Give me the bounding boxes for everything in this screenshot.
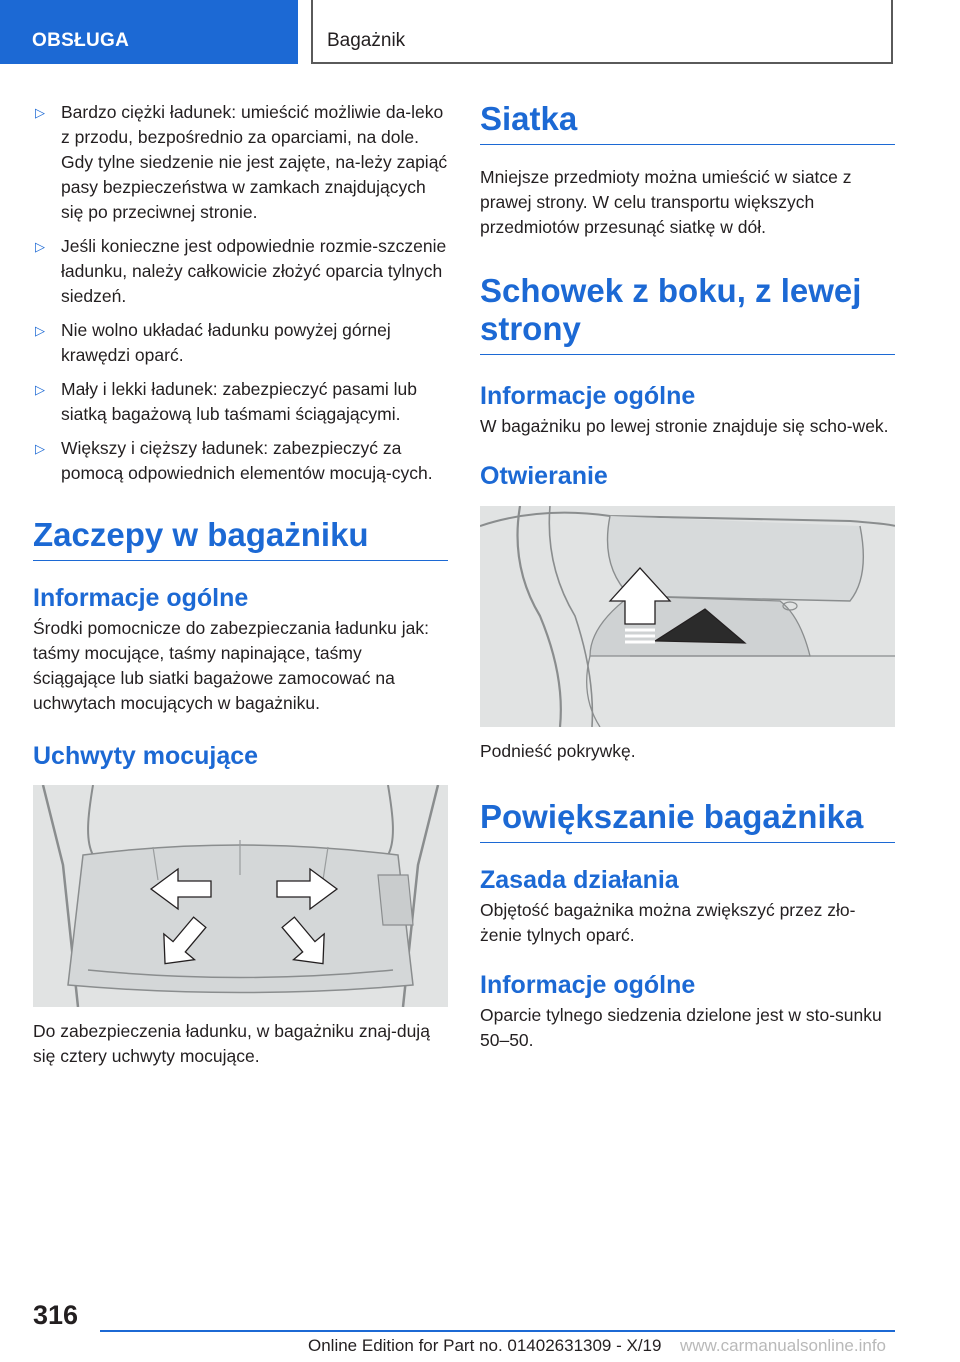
heading-principle: Zasada działania [480, 866, 679, 894]
paragraph-opening: Podnieść pokrywkę. [480, 741, 636, 761]
loading-bullet-list [33, 100, 448, 486]
heading-opening: Otwieranie [480, 462, 608, 490]
header-chapter-tab [311, 0, 893, 64]
list-item: ▷ Nie wolno układać ładunku powyżej górnej krawędzi oparć. [35, 320, 391, 365]
paragraph-net: Mniejsze przedmioty można umieścić w siatce z prawej strony. W celu transportu większych przedmiotów przesunąć siatkę w dół. [480, 167, 852, 237]
triangle-bullet-icon: ▷ [35, 323, 45, 338]
paragraph-general-info: Środki pomocnicze do zabezpieczania ładunku jak: taśmy mocujące, taśmy napinające, taśmy ściągające lub siatki bagażowe zamocować na uchwytach mocujących w bagażniku. [33, 618, 429, 713]
list-item: ▷ Jeśli konieczne jest odpowiednie rozmie-szczenie ładunku, należy całkowicie złożyć oparcia tylnych siedzeń. [35, 236, 447, 306]
page-number: 316 [33, 1300, 79, 1330]
list-item: ▷ Większy i cięższy ładunek: zabezpieczyć za pomocą odpowiednich elementów mocują-cych. [35, 438, 433, 483]
paragraph-principle: Objętość bagażnika można zwiększyć przez zło-żenie tylnych oparć. [480, 900, 856, 945]
trunk-mounts-illustration [33, 785, 448, 1007]
header-section-tab [0, 0, 298, 64]
right-column [480, 100, 895, 1053]
header-chapter-label: Bagażnik [327, 30, 406, 51]
paragraph-general-info-2: Oparcie tylnego siedzenia dzielone jest w sto-sunku 50–50. [480, 1005, 882, 1050]
heading-expand-trunk: Powiększanie bagażnika [480, 798, 895, 843]
trunk-mounts-drawing [33, 785, 448, 1007]
triangle-bullet-icon: ▷ [35, 105, 45, 120]
compartment-drawing [480, 506, 895, 727]
paragraph-mounts: Do zabezpieczenia ładunku, w bagażniku znaj-dują się cztery uchwyty mocujące. [33, 1021, 430, 1066]
left-column [33, 100, 448, 1069]
header-section-label: OBSŁUGA [32, 30, 130, 51]
footer-edition: Online Edition for Part no. 01402631309 - X/19 [308, 1336, 662, 1355]
heading-side-compartment: Schowek z boku, z lewej strony [480, 272, 895, 355]
list-item: ▷ Bardzo ciężki ładunek: umieścić możliwie da-leko z przodu, bezpośrednio za oparciami, na dole. Gdy tylne siedzenie nie jest zajęte, na-leży zapiąć pasy bezpieczeństwa w zamkach znajdujących się po przeciwnej stronie. [35, 102, 448, 222]
footer-watermark: www.carmanualsonline.info [680, 1336, 886, 1355]
heading-general-info-2: Informacje ogólne [480, 971, 696, 999]
triangle-bullet-icon: ▷ [35, 441, 45, 456]
heading-general-info: Informacje ogólne [33, 584, 249, 612]
list-item: ▷ Mały i lekki ładunek: zabezpieczyć pasami lub siatką bagażową lub taśmami ściągającymi. [35, 379, 417, 424]
triangle-bullet-icon: ▷ [35, 239, 45, 254]
footer-divider [100, 1330, 895, 1332]
heading-general-info: Informacje ogólne [480, 382, 696, 410]
paragraph-general-info: W bagażniku po lewej stronie znajduje się scho-wek. [480, 416, 889, 436]
heading-net: Siatka [480, 100, 895, 145]
heading-mounts: Uchwyty mocujące [33, 742, 259, 770]
heading-anchors: Zaczepy w bagażniku [33, 516, 448, 561]
triangle-bullet-icon: ▷ [35, 382, 45, 397]
compartment-opening-illustration [480, 506, 895, 727]
